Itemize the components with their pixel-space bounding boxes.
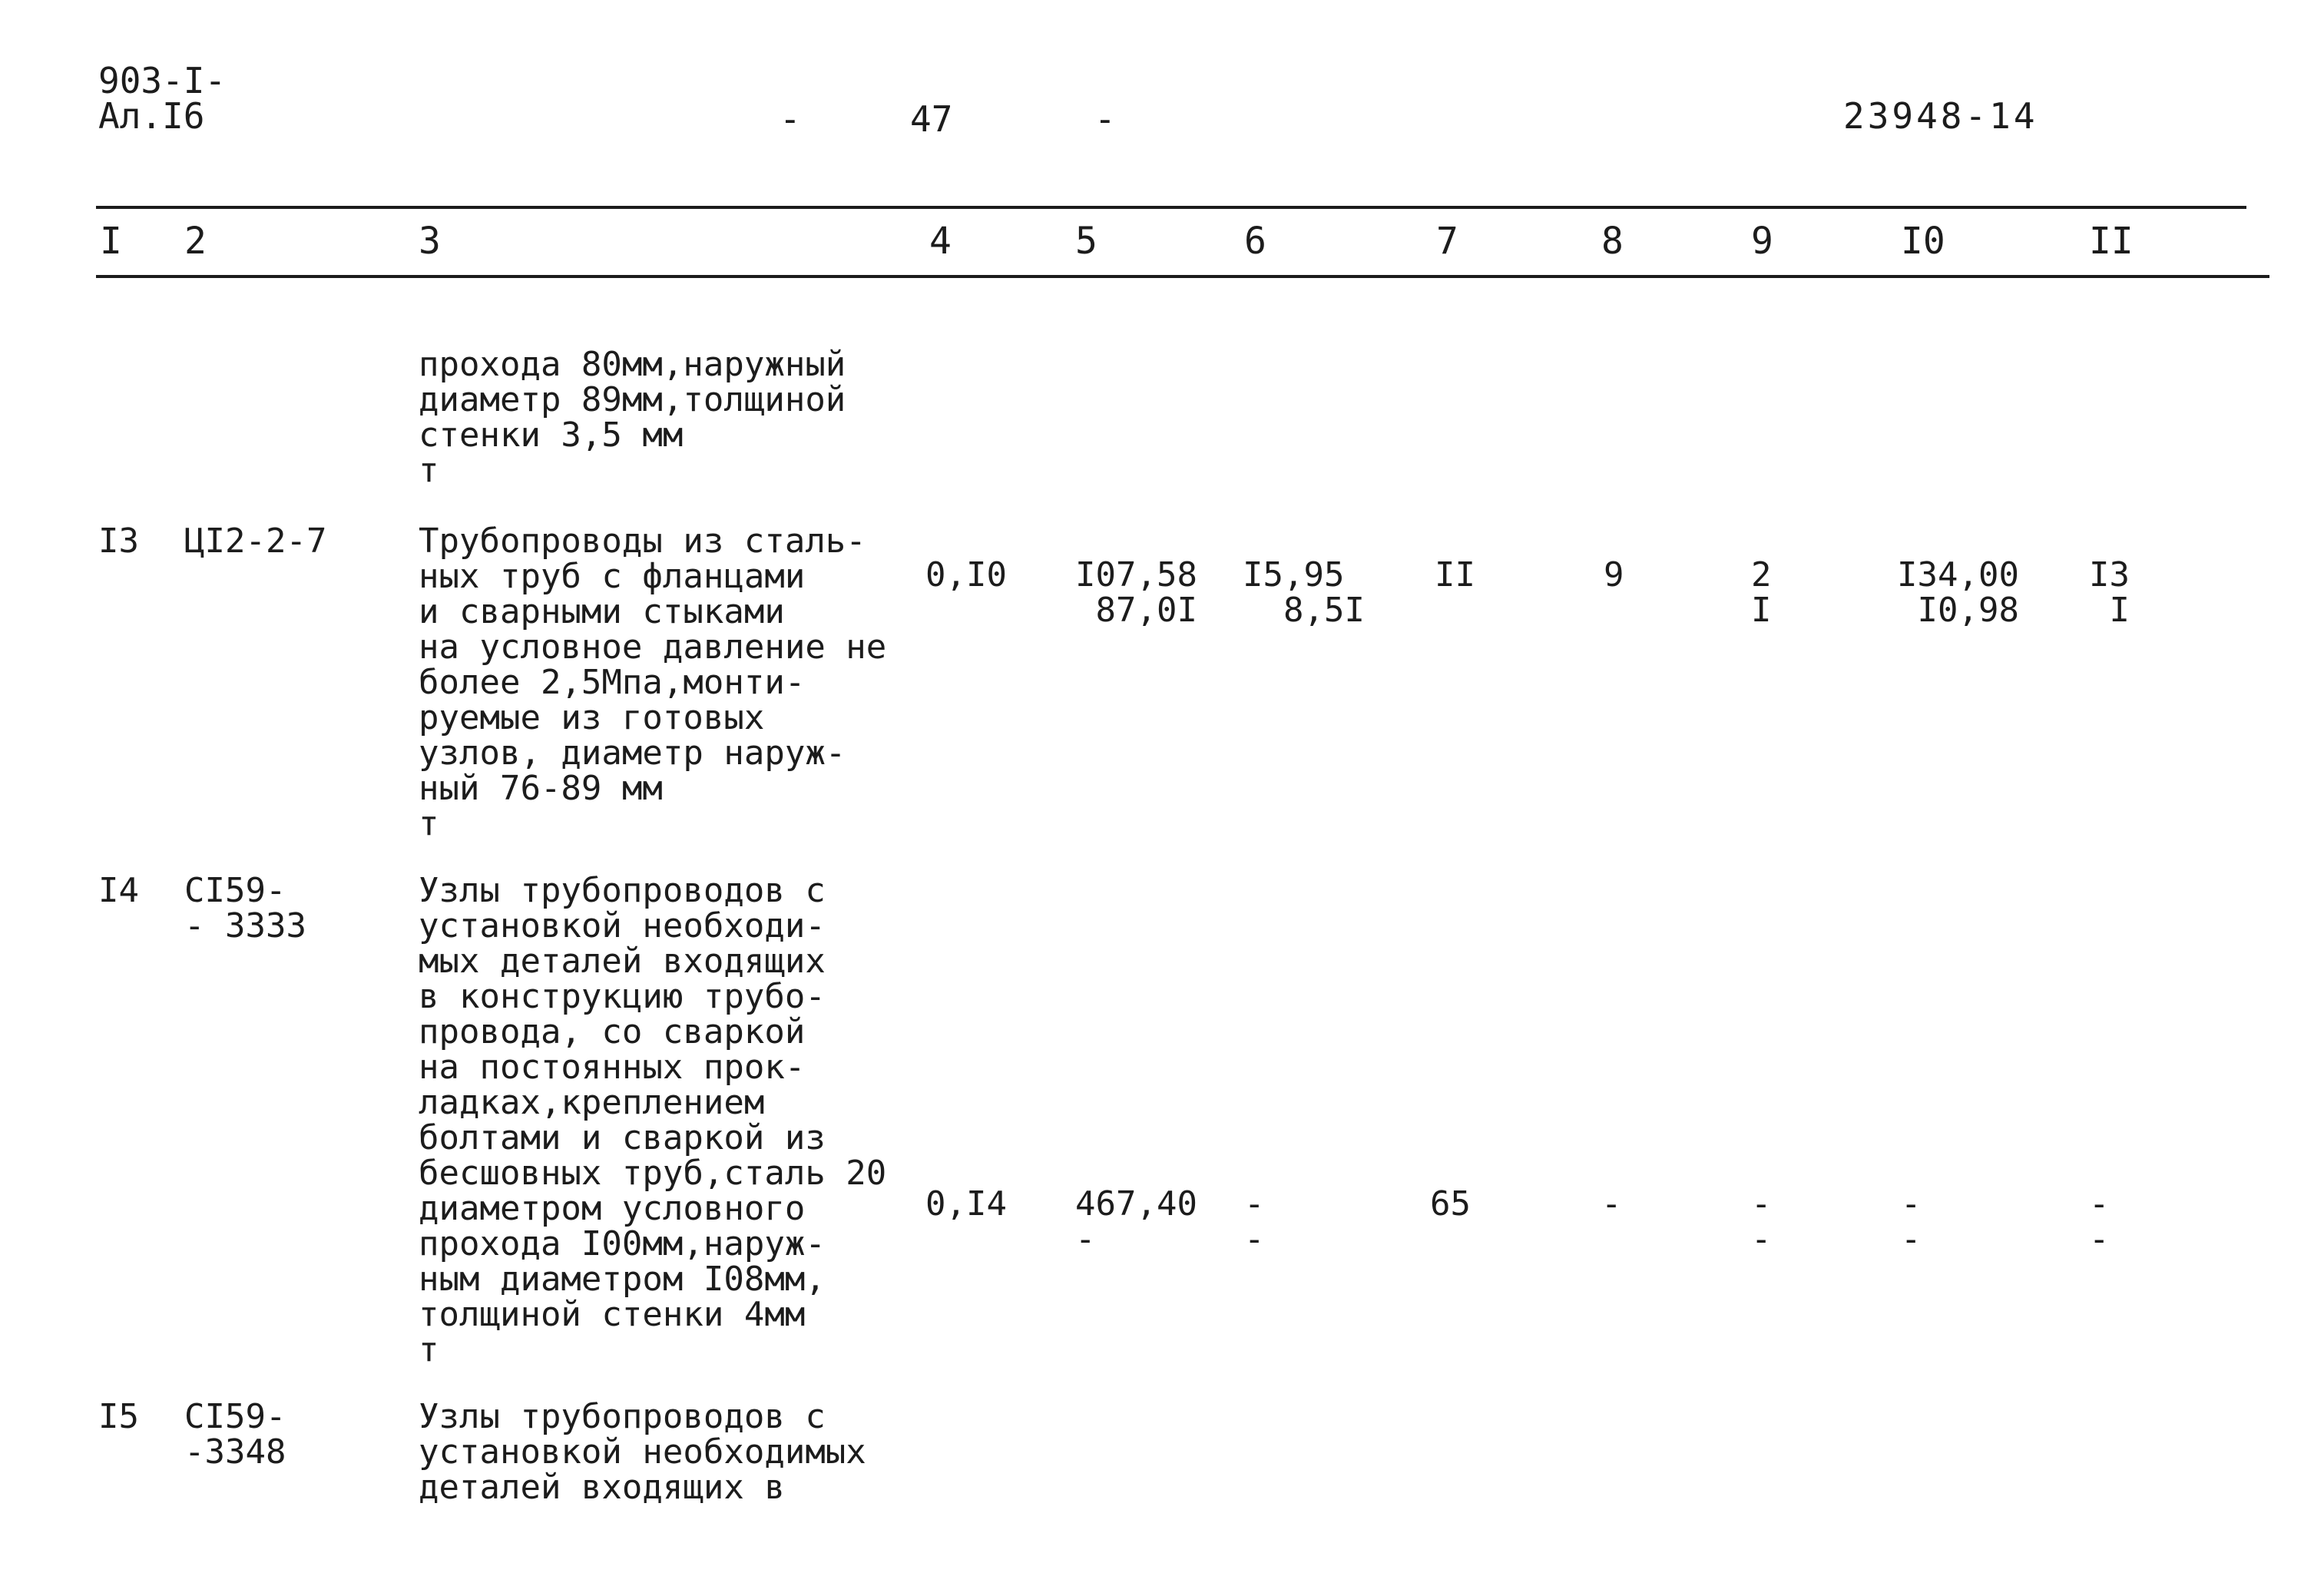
- continuation-description: прохода 80мм,наружный диаметр 89мм,толщиной стенки 3,5 мм т: [419, 345, 846, 490]
- row-col9: 2 I: [1751, 555, 1772, 630]
- row-number: I3: [98, 522, 139, 561]
- page-number: 47: [910, 98, 953, 140]
- row-col6: - -: [1244, 1184, 1265, 1259]
- column-header-11: II: [2089, 220, 2134, 263]
- row-code: CI59- - 3333: [184, 871, 306, 945]
- document-code-line2: Ал.I6: [98, 95, 205, 137]
- column-header-1: I: [100, 220, 122, 263]
- row-col7: 65: [1430, 1184, 1471, 1223]
- row-number: I5: [98, 1397, 139, 1436]
- row-description: Узлы трубопроводов с установкой необходимых деталей входящих в: [419, 1397, 866, 1507]
- column-header-10: I0: [1901, 220, 1945, 263]
- row-col5: I07,58 87,0I: [1075, 555, 1197, 630]
- row-col10: I34,00 I0,98: [1897, 555, 2019, 630]
- page-dash-left: -: [780, 98, 801, 140]
- row-col7: II: [1435, 555, 1475, 594]
- row-description: Узлы трубопроводов с установкой необходи- мых деталей входящих в конструкцию трубо- провода, со сваркой на постоянных прок- ладках,креплением болтами и сваркой из бесшовных труб,сталь 20 диаметром условного прохода I00мм,наруж- ным диаметром I08мм, толщиной стенки 4мм т: [419, 871, 887, 1369]
- archive-number: 23948-14: [1843, 95, 2038, 137]
- row-col10: - -: [1901, 1184, 1922, 1259]
- column-header-5: 5: [1075, 220, 1097, 263]
- row-col11: - -: [2089, 1184, 2110, 1259]
- column-header-9: 9: [1751, 220, 1773, 263]
- page-dash-right: -: [1094, 98, 1116, 140]
- column-header-2: 2: [184, 220, 207, 263]
- table-header-bottom-rule: [96, 275, 2269, 278]
- document-code-line1: 903-I-: [98, 60, 227, 101]
- row-code: ЦI2-2-7: [184, 522, 327, 561]
- column-header-3: 3: [419, 220, 441, 263]
- row-col5: 467,40 -: [1075, 1184, 1197, 1259]
- row-code: CI59- -3348: [184, 1397, 286, 1472]
- column-header-6: 6: [1244, 220, 1266, 263]
- row-col4: 0,I0: [925, 555, 1007, 594]
- row-col6: I5,95 8,5I: [1243, 555, 1365, 630]
- row-col8: 9: [1604, 555, 1624, 594]
- row-col8: -: [1601, 1184, 1622, 1223]
- column-header-8: 8: [1601, 220, 1624, 263]
- table-top-rule: [96, 206, 2246, 209]
- row-number: I4: [98, 871, 139, 910]
- column-header-7: 7: [1436, 220, 1458, 263]
- row-col9: - -: [1751, 1184, 1772, 1259]
- row-col11: I3 I: [2089, 555, 2130, 630]
- row-description: Трубопроводы из сталь- ных труб с фланцами и сварными стыками на условное давление не более 2,5Мпа,монти- руемые из готовых узлов, диаметр наруж- ный 76-89 мм т: [419, 522, 887, 843]
- row-col4: 0,I4: [925, 1184, 1007, 1223]
- column-header-4: 4: [929, 220, 952, 263]
